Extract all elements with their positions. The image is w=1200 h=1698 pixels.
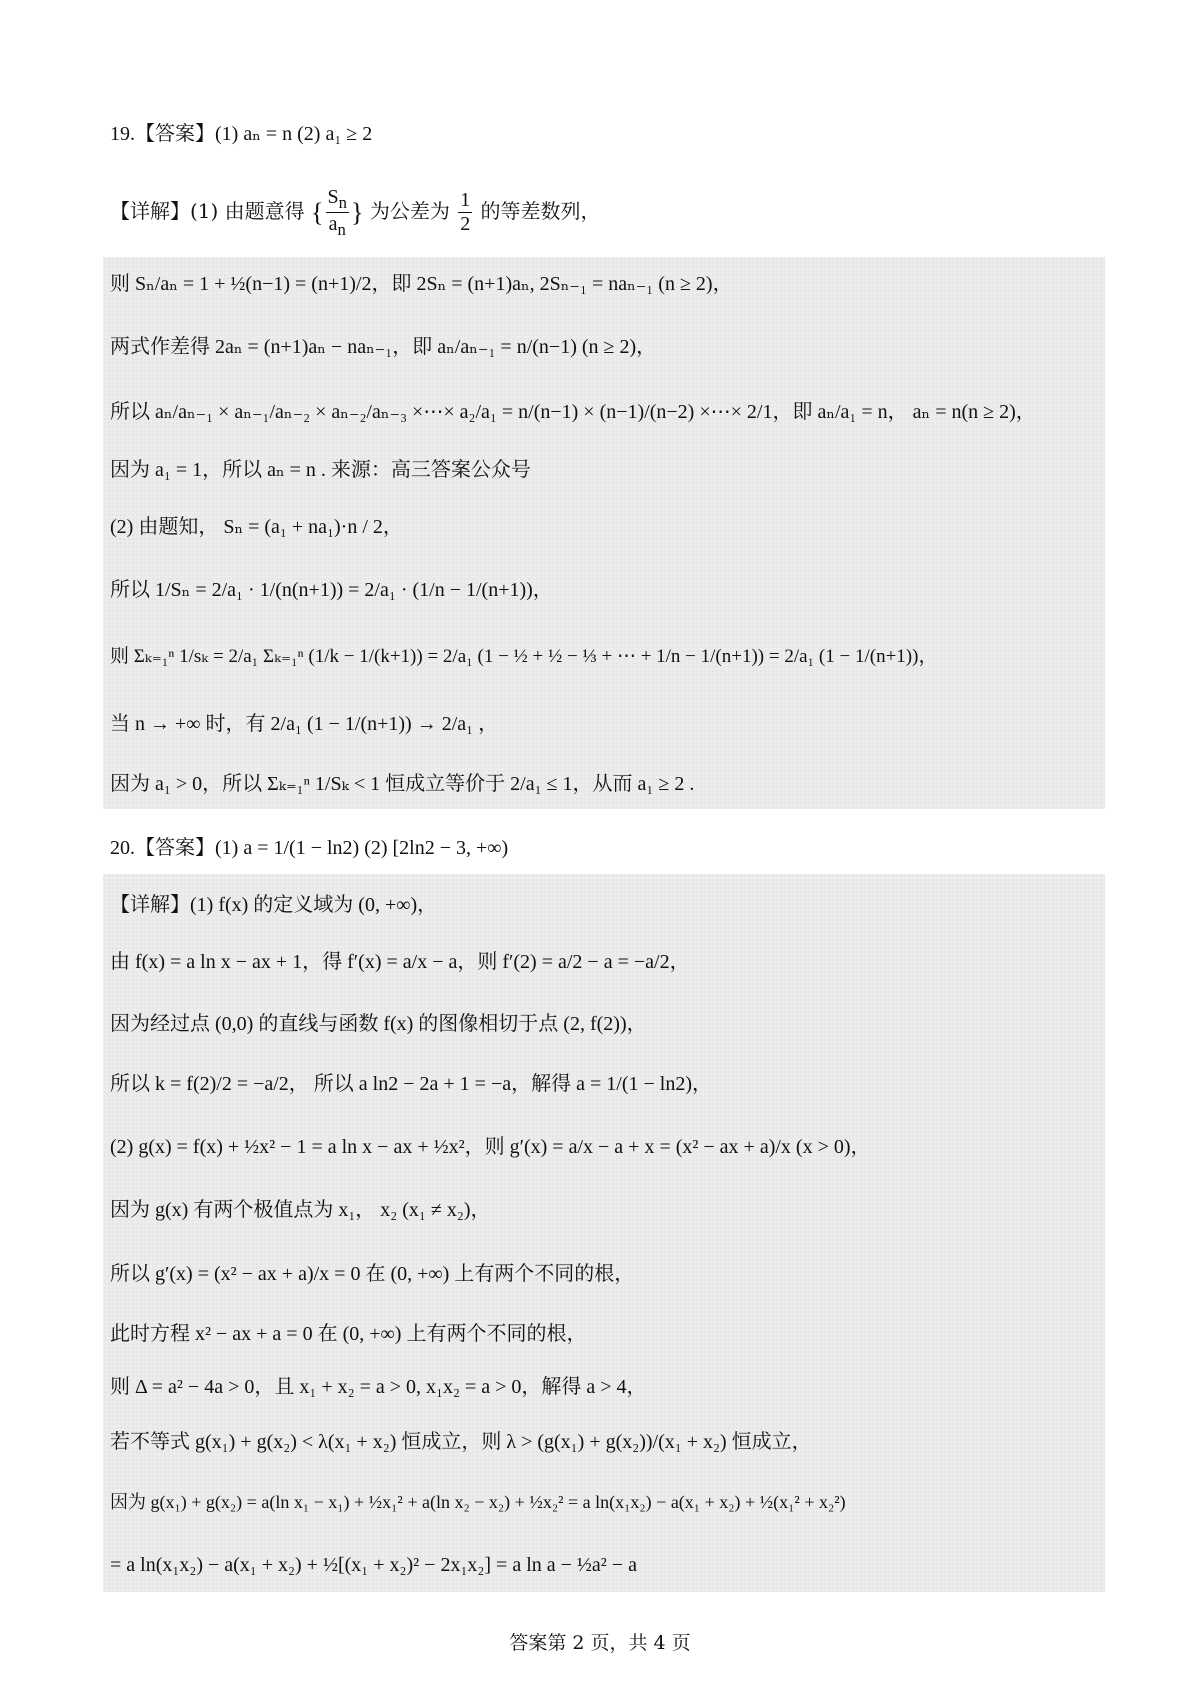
q20-line-7: 所以 g′(x) = (x² − ax + a)/x = 0 在 (0, +∞) 上有两个不同的根， [110,1263,635,1285]
q19-detail-intro [110,186,1095,239]
q19-intro-mid: 为公差为 [369,199,450,224]
sn-an-fraction: $\frac{S_n}{a_n}$ [327,186,347,240]
q19-intro-pre: 【详解】(1) 由题意得 [110,199,305,224]
q20-line-2: 由 f(x) = a ln x − ax + 1，得 f′(x) = a/x − a，则 f′(2) = a/2 − a = −a/2， [110,951,690,973]
q20-line-8: 此时方程 x² − ax + a = 0 在 (0, +∞) 上有两个不同的根， [110,1323,587,1345]
q19-intro-post: 的等差数列， [480,199,601,224]
half-fraction: $\frac{1}{2}$ [460,189,471,236]
q19-line-4: 因为 a₁ = 1，所以 aₙ = n . 来源：高三答案公众号 [110,459,531,481]
page-footer: 答案第 2 页，共 4 页 [509,1632,691,1654]
q20-line-5: (2) g(x) = f(x) + ½x² − 1 = a ln x − ax + ½x²，则 g′(x) = a/x − a + x = (x² − ax + a)/x (x > 0)， [110,1136,871,1158]
q19-line-5: (2) 由题知， Sₙ = (a₁ + na₁)·n / 2， [110,516,403,538]
q20-line-9: 则 Δ = a² − 4a > 0，且 x₁ + x₂ = a > 0, x₁x₂ = a > 0，解得 a > 4， [110,1376,647,1398]
q20-line-6: 因为 g(x) 有两个极值点为 x₁， x₂ (x₁ ≠ x₂)， [110,1199,491,1221]
sn-over-an-close: } [350,198,364,228]
q20-line-1: 【详解】(1) f(x) 的定义域为 (0, +∞)， [110,894,438,916]
q19-answer: 19.【答案】(1) aₙ = n (2) a₁ ≥ 2 [110,123,373,145]
q19-line-6: 所以 1/Sₙ = 2/a₁ · 1/(n(n+1)) = 2/a₁ · (1/n − 1/(n+1))， [110,579,553,601]
q20-line-4: 所以 k = f(2)/2 = −a/2， 所以 a ln2 − 2a + 1 = −a，解得 a = 1/(1 − ln2)， [110,1073,712,1095]
q20-line-11: 因为 g(x₁) + g(x₂) = a(ln x₁ − x₁) + ½x₁² + a(ln x₂ − x₂) + ½x₂² = a ln(x₁x₂) − a(x₁ + x₂) + ½(x₁² + x₂²) [110,1492,846,1512]
q19-line-7: 则 Σₖ₌₁ⁿ 1/sₖ = 2/a₁ Σₖ₌₁ⁿ (1/k − 1/(k+1)) = 2/a₁ (1 − ½ + ½ − ⅓ + ⋯ + 1/n − 1/(n+1)) = 2/a₁ (1 − 1/(n+1))， [110,646,938,667]
q19-line-1: 则 Sₙ/aₙ = 1 + ½(n−1) = (n+1)/2，即 2Sₙ = (n+1)aₙ, 2Sₙ₋₁ = naₙ₋₁ (n ≥ 2)， [110,273,733,295]
q19-line-9: 因为 a₁ > 0，所以 Σₖ₌₁ⁿ 1/Sₖ < 1 恒成立等价于 2/a₁ ≤ 1，从而 a₁ ≥ 2 . [110,773,695,795]
q20-line-10: 若不等式 g(x₁) + g(x₂) < λ(x₁ + x₂) 恒成立，则 λ > (g(x₁) + g(x₂))/(x₁ + x₂) 恒成立， [110,1431,812,1453]
sn-over-an-sequence: { [311,198,324,228]
q19-line-3: 所以 aₙ/aₙ₋₁ × aₙ₋₁/aₙ₋₂ × aₙ₋₂/aₙ₋₃ ×⋯× a₂/a₁ = n/(n−1) × (n−1)/(n−2) ×⋯× 2/1，即 aₙ/a₁ = n， aₙ = n(n ≥ 2)， [110,401,1036,423]
q20-line-3: 因为经过点 (0,0) 的直线与函数 f(x) 的图像相切于点 (2, f(2))， [110,1013,647,1035]
q20-answer: 20.【答案】(1) a = 1/(1 − ln2) (2) [2ln2 − 3, +∞) [110,837,509,859]
q19-line-2: 两式作差得 2aₙ = (n+1)aₙ − naₙ₋₁，即 aₙ/aₙ₋₁ = n/(n−1) (n ≥ 2)， [110,336,657,358]
q20-shaded-region [103,874,1105,1592]
q20-line-12: = a ln(x₁x₂) − a(x₁ + x₂) + ½[(x₁ + x₂)² − 2x₁x₂] = a ln a − ½a² − a [110,1554,637,1576]
q19-line-8: 当 n → +∞ 时，有 2/a₁ (1 − 1/(n+1)) → 2/a₁ ， [110,713,499,735]
